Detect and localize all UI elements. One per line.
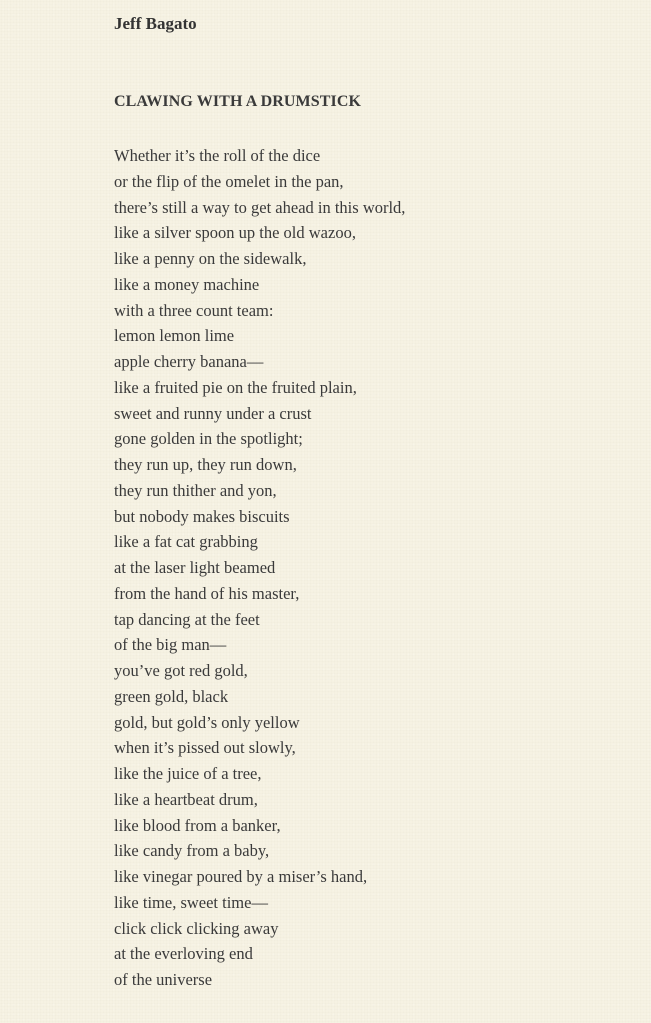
poem-line: like a money machine [114,274,260,294]
poem-line: at the everloving end [114,944,253,964]
poem-title: CLAWING WITH A DRUMSTICK [114,93,362,110]
poem-line: there’s still a way to get ahead in this world, [114,197,406,217]
poem-body [114,143,634,993]
poem-line: like a silver spoon up the old wazoo, [114,223,356,243]
poem-line: or the flip of the omelet in the pan, [114,171,344,191]
poem-line: click click clicking away [114,918,279,938]
poem-line: but nobody makes biscuits [114,506,290,526]
poem-line: they run up, they run down, [114,455,297,474]
poem-line: gold, but gold’s only yellow [114,712,300,732]
poem-line: gone golden in the spotlight; [114,429,303,449]
poem-line: when it’s pissed out slowly, [114,738,296,758]
poem-line: you’ve got red gold, [114,661,248,680]
poem-line: like a fat cat grabbing [114,532,258,552]
poem-line: from the hand of his master, [114,583,300,603]
poem-line: like blood from a banker, [114,815,281,835]
poem-line: lemon lemon lime [114,326,235,346]
poem-line: like a penny on the sidewalk, [114,249,307,268]
poem-line: Whether it’s the roll of the dice [114,146,321,165]
poem-line: like a fruited pie on the fruited plain, [114,377,357,397]
author-name: Jeff Bagato [114,14,197,33]
poem-line: at the laser light beamed [114,558,276,577]
poem-line: green gold, black [114,686,229,706]
poem-line: with a three count team: [114,300,274,320]
poem-line: tap dancing at the feet [114,609,260,629]
poem-line: like time, sweet time— [114,892,268,912]
poem-line: like a heartbeat drum, [114,789,258,809]
poem-line: of the universe [114,970,213,989]
poem-page [114,13,634,993]
poem-line: they run thither and yon, [114,480,277,500]
poem-line: sweet and runny under a crust [114,403,312,423]
poem-line: apple cherry banana— [114,352,264,371]
poem-line: like vinegar poured by a miser’s hand, [114,867,368,886]
poem-line: like the juice of a tree, [114,764,262,783]
poem-line: like candy from a baby, [114,841,270,861]
poem-line: of the big man— [114,635,227,655]
